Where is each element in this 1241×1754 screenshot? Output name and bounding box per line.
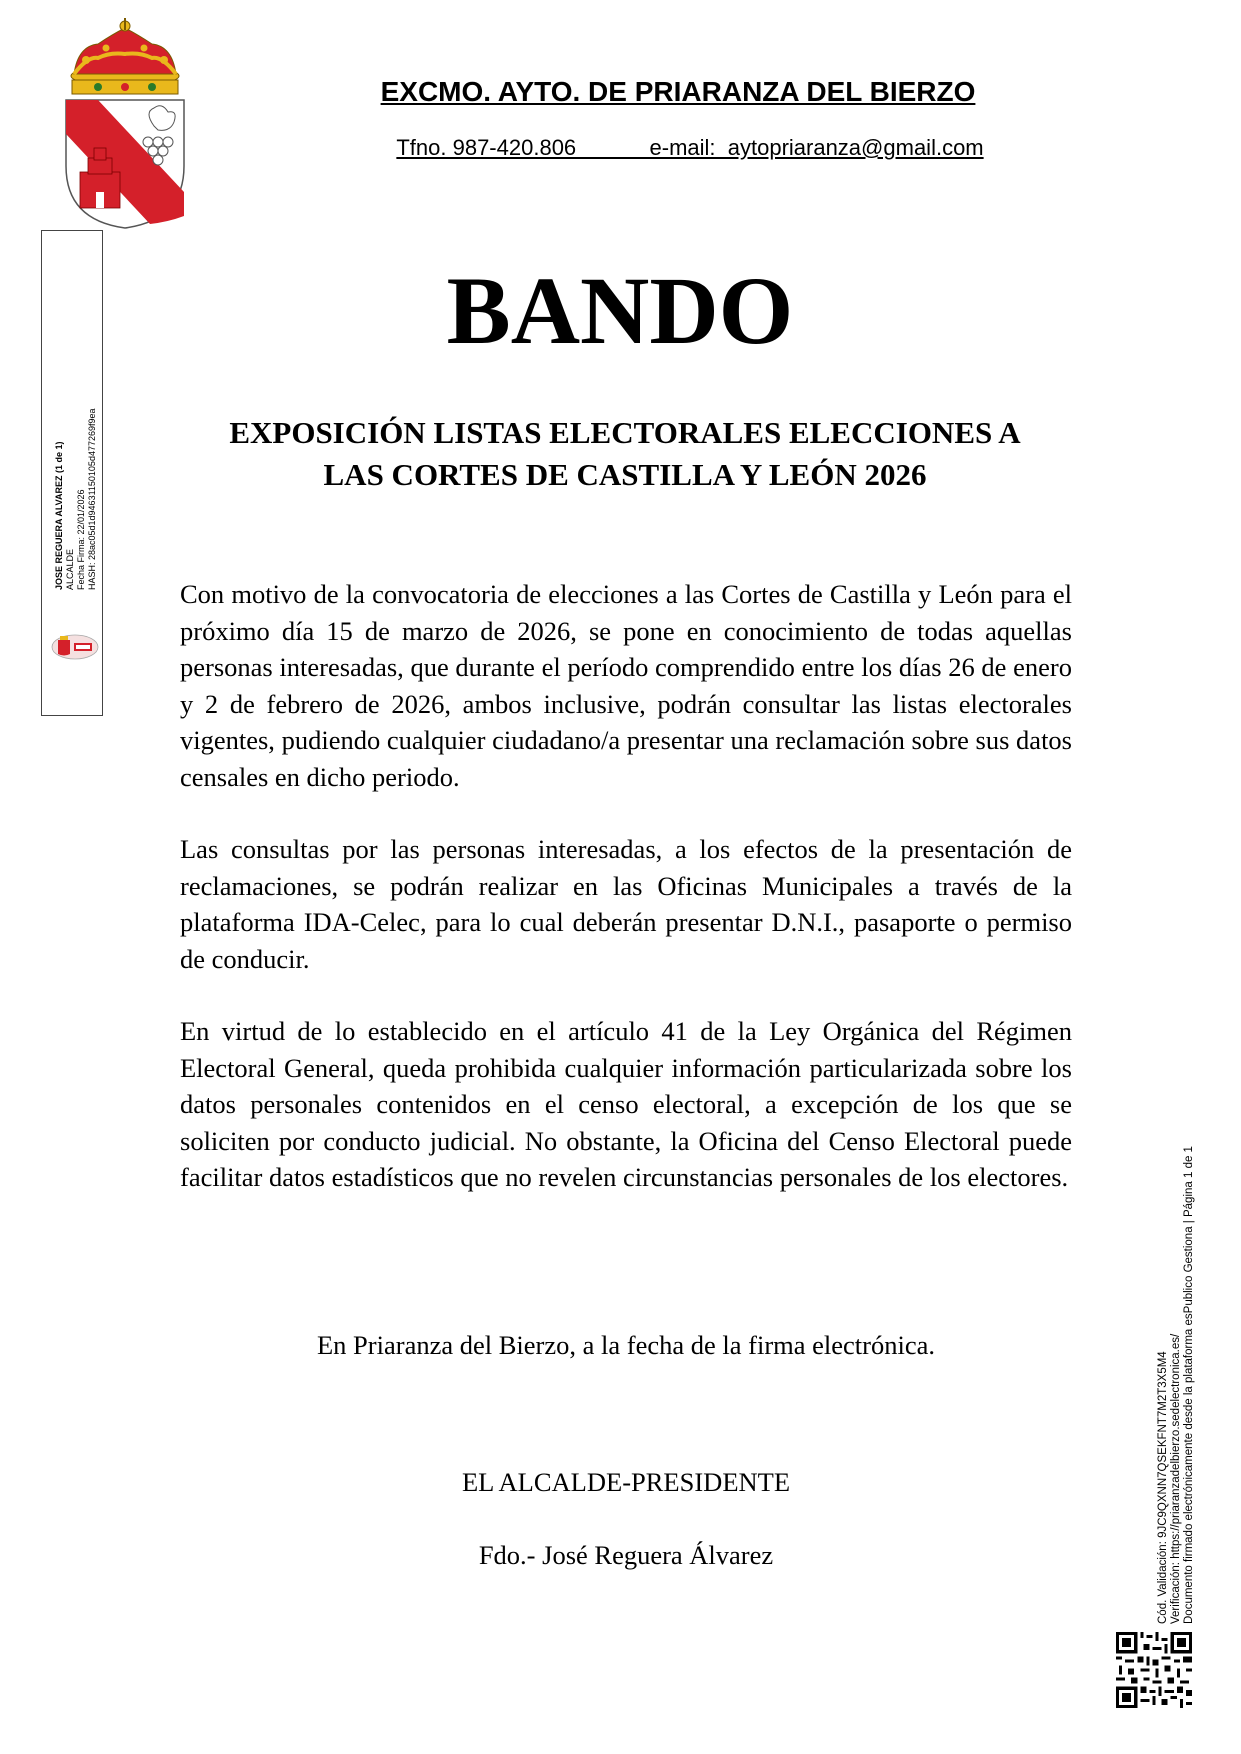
document-title: BANDO: [446, 257, 794, 364]
verification-note: Documento firmado electrónicamente desde la plataforma esPublico Gestiona | Página 1 de 1: [1183, 1146, 1195, 1624]
signature-stamp-text: [54, 370, 98, 590]
signature-role: ALCALDE: [65, 548, 75, 590]
verification-code: Cód. Validación: 9JC9QXNN7QSEKFNT7M2T3X5M4: [1157, 1351, 1169, 1624]
place-and-date: En Priaranza del Bierzo, a la fecha de la firma electrónica.: [317, 1330, 935, 1360]
coat-of-arms-icon: [58, 16, 192, 230]
subject-line-1: EXPOSICIÓN LISTAS ELECTORALES ELECCIONES A: [229, 415, 1021, 450]
municipality-title: EXCMO. AYTO. DE PRIARANZA DEL BIERZO: [380, 76, 976, 107]
signature-name: JOSE REGUERA ALVAREZ (1 de 1): [54, 441, 64, 590]
signature-hash: HASH: 28ac05d1d94631150105d477269f9ea: [87, 408, 97, 590]
verification-text: [1157, 1064, 1196, 1624]
body-paragraph-3: En virtud de lo establecido en el artículo 41 de la Ley Orgánica del Régimen Electoral General, queda prohibida cualquier información particularizada sobre los datos personales contenidos en el censo electoral, a excepción de los que se soliciten por conducto judicial. No obstante, la Oficina del Censo Electoral puede facilitar datos estadísticos que no revelen circunstancias personales de los electores.: [180, 1016, 1072, 1192]
document-subject: [160, 412, 1090, 496]
signer-role: EL ALCALDE-PRESIDENTE: [461, 1467, 791, 1497]
signer-name: Fdo.- José Reguera Álvarez: [478, 1540, 774, 1570]
subject-line-2: LAS CORTES DE CASTILLA Y LEÓN 2026: [323, 457, 927, 492]
body-paragraph-2: Las consultas por las personas interesadas, a los efectos de la presentación de reclamaciones, se podrán realizar en las Oficinas Municipales a través de la plataforma IDA-Celec, para lo cual deberán presentar D.N.I., pasaporte o permiso de conducir.: [180, 834, 1072, 974]
body-paragraph-1: Con motivo de la convocatoria de elecciones a las Cortes de Castilla y León para el próximo día 15 de marzo de 2026, se pone en conocimiento de todas aquellas personas interesadas, que durante el período comprendido entre los días 26 de enero y 2 de febrero de 2026, ambos inclusive, podrán consultar las listas electorales vigentes, pudiendo cualquier ciudadano/a presentar una reclamación sobre sus datos censales en dicho periodo.: [180, 579, 1072, 792]
signature-date: Fecha Firma: 22/01/2026: [76, 489, 86, 590]
qr-code-icon: [1116, 1632, 1192, 1708]
signature-logo-icon: [50, 632, 100, 662]
verification-url[interactable]: Verificación: https://priaranzadelbierzo.sedelectronica.es/: [1170, 1333, 1182, 1624]
contact-line: Tfno. 987-420.806 e-mail: aytopriaranza@gmail.com: [396, 135, 984, 160]
